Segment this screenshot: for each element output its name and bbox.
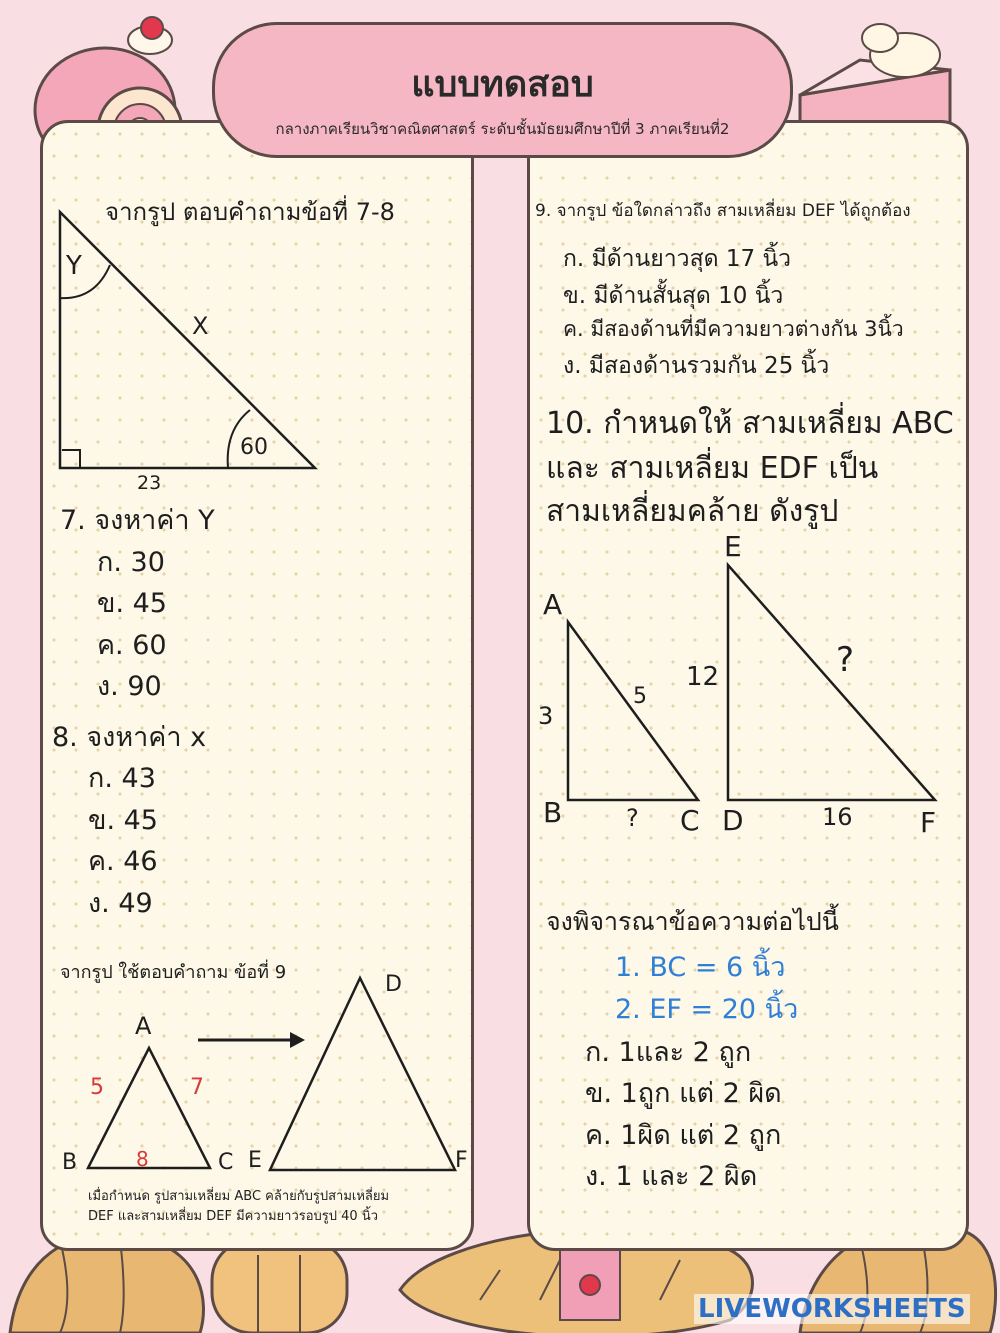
side-df-16: 16 xyxy=(822,803,853,831)
q9-text: 9. จากรูป ข้อใดกล่าวถึง สามเหลี่ยม DEF ได้ถูกต้อง xyxy=(535,201,911,221)
q10-choice[interactable]: ข. 1ถูก แต่ 2 ผิด xyxy=(585,1078,782,1109)
side-bc-label: 8 xyxy=(136,1147,149,1171)
q10-choice[interactable]: ค. 1ผิด แต่ 2 ถูก xyxy=(585,1120,782,1151)
q7-text: 7. จงหาค่า Y xyxy=(60,505,215,536)
side-ab-label: 5 xyxy=(90,1075,104,1100)
angle-y-label: Y xyxy=(66,251,82,281)
q10-vertex-a: A xyxy=(543,588,563,621)
q9-choice[interactable]: ค. มีสองด้านที่มีความยาวต่างกัน 3นิ้ว xyxy=(563,317,904,341)
vertex-a: A xyxy=(135,1012,152,1040)
intro-q9: จากรูป ใช้ตอบคำถาม ข้อที่ 9 xyxy=(60,962,287,983)
statement-2: 2. EF = 20 นิ้ว xyxy=(615,994,799,1025)
side-ef-unknown: ? xyxy=(836,640,855,680)
side-ab-3: 3 xyxy=(538,702,554,730)
angle-60-label: 60 xyxy=(240,435,268,460)
vertex-e: E xyxy=(248,1148,262,1173)
vertex-c: C xyxy=(218,1150,234,1175)
q7-choice[interactable]: ง. 90 xyxy=(97,671,162,702)
q10-vertex-d: D xyxy=(722,804,744,837)
q7-choice[interactable]: ข. 45 xyxy=(97,588,167,619)
q10-vertex-e: E xyxy=(724,530,742,563)
intro-q7-8: จากรูป ตอบคำถามข้อที่ 7-8 xyxy=(105,198,395,226)
base-23-label: 23 xyxy=(137,472,162,494)
q10-vertex-c: C xyxy=(680,804,700,837)
q8-choice[interactable]: ข. 45 xyxy=(88,805,158,836)
q10-vertex-b: B xyxy=(543,796,563,829)
q8-choice[interactable]: ก. 43 xyxy=(88,763,156,794)
vertex-f: F xyxy=(455,1148,468,1173)
q8-choice[interactable]: ค. 46 xyxy=(88,846,158,877)
q7-choice[interactable]: ก. 30 xyxy=(97,547,165,578)
q8-choice[interactable]: ง. 49 xyxy=(88,888,153,919)
side-ac-5: 5 xyxy=(633,684,647,709)
page-title: แบบทดสอบ xyxy=(411,64,594,105)
liveworksheets-logo: LIVEWORKSHEETS xyxy=(694,1294,970,1324)
q8-text: 8. จงหาค่า x xyxy=(52,722,207,753)
side-ac-label: 7 xyxy=(190,1075,204,1100)
side-ed-12: 12 xyxy=(686,662,720,692)
note-line-2: DEF และสามเหลี่ยม DEF มีความยาวรอบรูป 40 นิ้ว xyxy=(88,1209,379,1224)
statement-1: 1. BC = 6 นิ้ว xyxy=(615,952,786,983)
q9-choice[interactable]: ข. มีด้านสั้นสุด 10 นิ้ว xyxy=(563,283,784,309)
q10-choice[interactable]: ก. 1และ 2 ถูก xyxy=(585,1037,752,1068)
q7-choice[interactable]: ค. 60 xyxy=(97,630,167,661)
vertex-d: D xyxy=(385,972,402,997)
side-bc-unknown: ? xyxy=(626,804,639,832)
q10-vertex-f: F xyxy=(920,806,937,839)
q10-line-2: และ สามเหลี่ยม EDF เป็น xyxy=(546,451,879,486)
hypotenuse-x-label: X xyxy=(192,312,209,340)
q9-choice[interactable]: ก. มีด้านยาวสุด 17 นิ้ว xyxy=(563,246,792,272)
q9-choice[interactable]: ง. มีสองด้านรวมกัน 25 นิ้ว xyxy=(563,353,830,379)
q10-line-3: สามเหลี่ยมคล้าย ดังรูป xyxy=(546,494,839,529)
vertex-b: B xyxy=(62,1150,78,1175)
page-subtitle: กลางภาคเรียนวิชาคณิตศาสตร์ ระดับชั้นมัธยมศึกษาปีที่ 3 ภาคเรียนที่2 xyxy=(275,120,730,138)
note-line-1: เมื่อกำหนด รูปสามเหลี่ยม ABC คล้ายกับรูปสามเหลี่ยม xyxy=(88,1189,390,1204)
q10-line-1: 10. กำหนดให้ สามเหลี่ยม ABC xyxy=(546,406,954,441)
q10-choice[interactable]: ง. 1 และ 2 ผิด xyxy=(585,1161,758,1192)
consider-heading: จงพิจารณาข้อความต่อไปนี้ xyxy=(546,907,839,936)
